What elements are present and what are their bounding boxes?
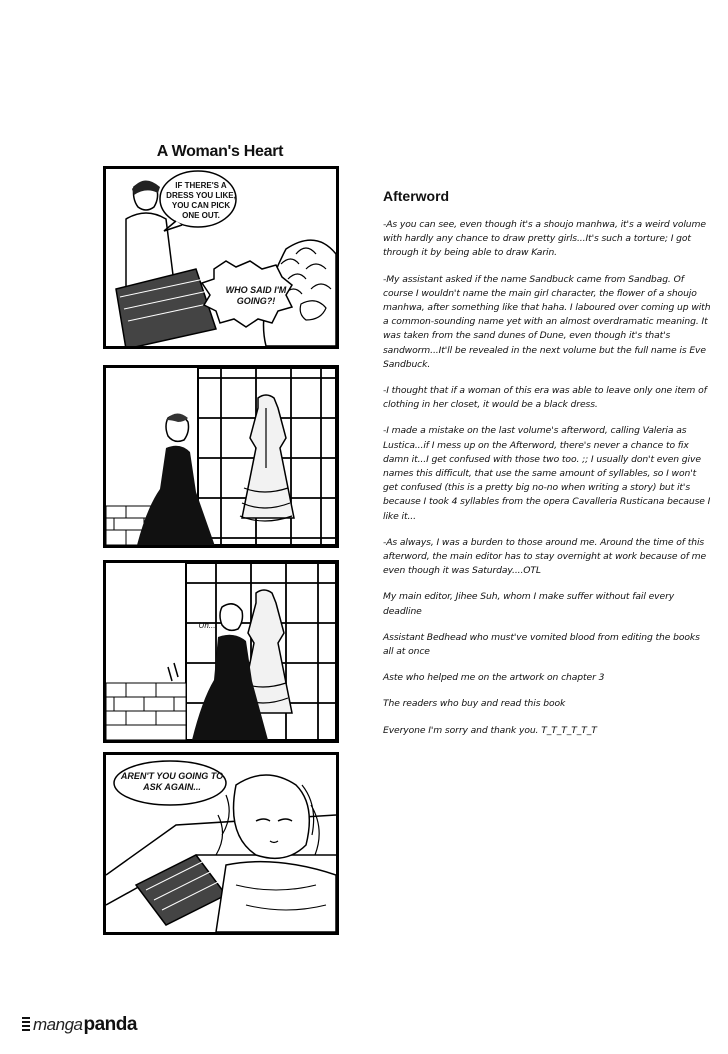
comic-strip-title: A Woman's Heart [156,143,284,160]
afterword-paragraph: -I thought that if a woman of this era was able to leave only one item of clothing in her closet, it would be a black dress. [383,385,707,411]
afterword-heading: Afterword [383,188,450,204]
shout-bubble-going: WHO SAID I'M GOING?! [225,285,287,306]
afterword-paragraph: -My assistant asked if the name Sandbuck came from Sandbag. Of course I wouldn't name the main girl character, the flower of a shoujo manhwa, after something like that haha. I laboured over coming up with a common-sounding name yet with an almost overdramatic meaning. It was taken from the sand dunes of Dune, even though it's that's sandworm...It'll be revealed in the next volume but the full name is Eve Sandbuck. [383,273,711,370]
logo-stripes-icon [22,1017,30,1033]
afterword-paragraph: -As you can see, even though it's a shoujo manhwa, it's a weird volume with hardly any chance to draw pretty girls...It's such a torture; I got through it by being able to draw Karin. [383,219,706,259]
afterword-section [383,188,713,750]
watermark-part-1: manga [33,1015,83,1034]
afterword-paragraph: The readers who buy and read this book [383,698,566,710]
afterword-paragraph: -As always, I was a burden to those around me. Around the time of this afterword, the main editor has to stay overnight at work because of me even though it was Saturday....OTL [383,536,707,577]
panel-3-artwork [106,563,336,740]
comic-panel-4 [103,752,339,935]
watermark-part-2: panda [83,1014,137,1035]
afterword-paragraph: My main editor, Jihee Suh, whom I make suffer without fail every deadline [383,591,675,617]
afterword-paragraph: Assistant Bedhead who must've vomited blood from editing the books all at once [383,631,700,658]
mangapanda-watermark [22,1012,137,1038]
comic-panel-3 [103,560,339,743]
panel-2-artwork [106,368,336,545]
afterword-paragraph: Aste who helped me on the artwork on chapter 3 [383,672,605,684]
caption-ask-again: AREN'T YOU GOING TO ASK AGAIN... [120,771,224,792]
speech-bubble-dress: IF THERE'S A DRESS YOU LIKE, YOU CAN PICK ONE OUT. [166,181,236,220]
comic-panel-2 [103,365,339,548]
comic-panel-1 [103,166,339,349]
afterword-paragraph: Everyone I'm sorry and thank you. T_T_T_T_T_T [383,724,597,736]
afterword-paragraph: -I made a mistake on the last volume's afterword, calling Valeria as Lustica...if I mess up on the Afterword, there's never a chance to fix damn it...I get confused with those two too. ;; I usually don't even give names this difficult, that use the same amount of syllables, so I won't get confused (this is a pretty big no-no when writing a story) but it's because I took 4 syllables from the opera Cavalleria Rusticana because I like it... [383,425,711,522]
sfx-uh: Uh... [198,621,216,630]
